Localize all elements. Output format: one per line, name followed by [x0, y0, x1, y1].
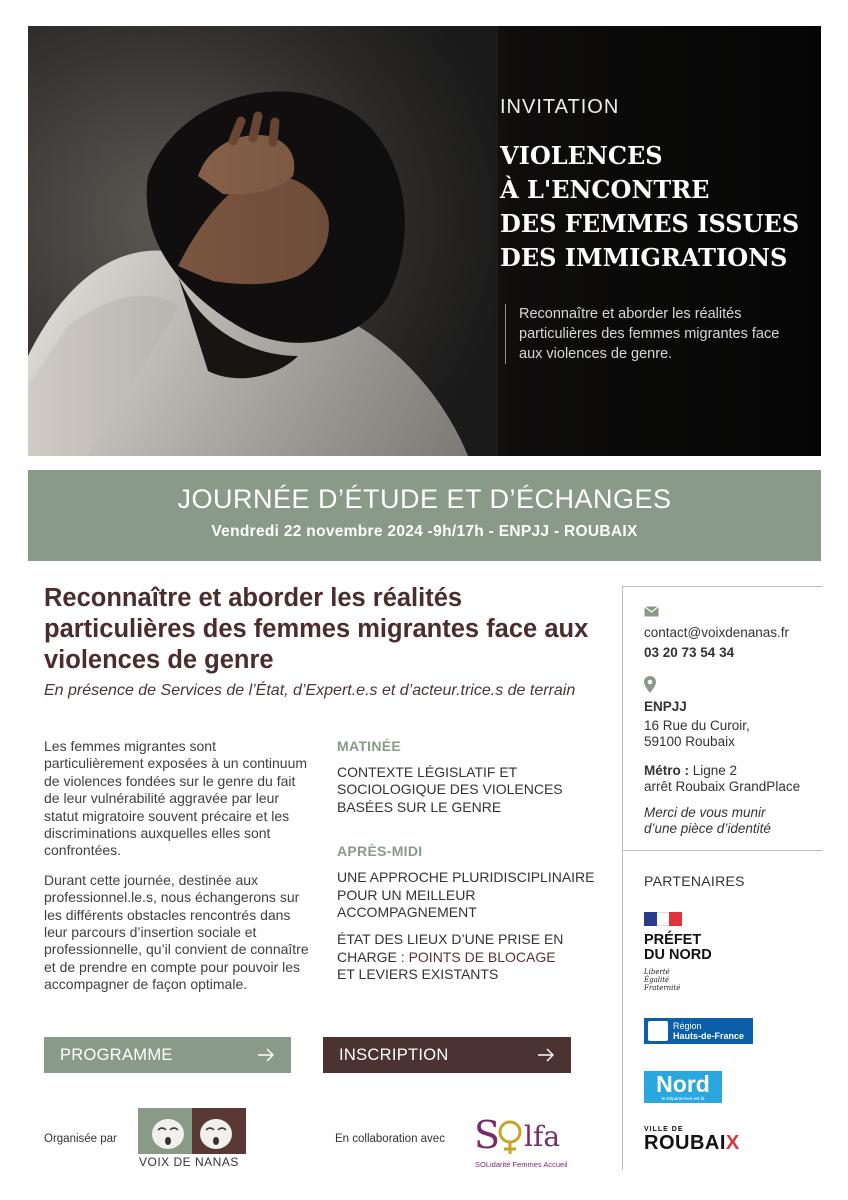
- main-subtitle: En présence de Services de l’État, d’Expert.e.s et d’acteur.trice.s de terrain: [44, 682, 576, 699]
- afternoon-item: [337, 931, 602, 983]
- id-note-line2: d’une pièce d’identité: [644, 821, 771, 836]
- region-hauts-de-france-logo: [644, 1018, 753, 1044]
- hero-title-line: DES IMMIGRATIONS: [500, 243, 788, 272]
- nord-tagline: le Département est là: [661, 1096, 705, 1101]
- morning-item: CONTEXTE LÉGISLATIF ET SOCIOLOGIQUE DES VIOLENCES BASÉES SUR LE GENRE: [337, 764, 563, 815]
- afternoon-item-text: ÉTAT DES LIEUX D’UNE PRISE EN CHARGE :: [337, 931, 564, 965]
- id-note-line1: Merci de vous munir: [644, 805, 766, 820]
- nord-department-logo: Nord: [644, 1071, 722, 1103]
- svg-text:S: S: [474, 1113, 501, 1157]
- location-pin-icon: [644, 676, 656, 693]
- region-map-icon: [648, 1021, 668, 1041]
- arrow-right-icon: [537, 1048, 555, 1062]
- metro-line: [644, 762, 737, 779]
- contact-email-link[interactable]: contact@voixdenanas.fr: [644, 625, 790, 640]
- motto-word: Fraternité: [644, 984, 681, 992]
- morning-heading: MATINÉE: [337, 738, 402, 754]
- programme-button-label: PROGRAMME: [60, 1045, 173, 1064]
- region-text: [673, 1021, 744, 1041]
- afternoon-item-text: ET LEVIERS EXISTANTS: [337, 966, 499, 983]
- metro-stop: arrêt Roubaix GrandPlace: [644, 779, 801, 794]
- hero-photo: [28, 26, 498, 456]
- hero-banner: [28, 26, 821, 456]
- intro-paragraph: Durant cette journée, destinée aux professionnel.le.s, nous échangerons sur les différents obstacles rencontrés dans leur parcours d’insertion sociale et professionnelle, qu’il convient de connaître et de prendre en compte pour pouvoir les accompagner de façon optimale.: [44, 871, 309, 993]
- event-banner: [28, 470, 821, 561]
- hero-title-line: À L'ENCONTRE: [500, 175, 710, 204]
- roubaix-prefix: VILLE DE: [644, 1126, 684, 1133]
- info-sidebar: [622, 586, 821, 1170]
- programme-button[interactable]: [44, 1037, 291, 1073]
- svg-text:lfa: lfa: [524, 1120, 561, 1153]
- afternoon-item-highlight: POINTS DE BLOCAGE: [408, 948, 556, 965]
- afternoon-heading: APRÈS-MIDI: [337, 843, 423, 860]
- sidebar-top-rule: [623, 586, 822, 587]
- collab-label: En collaboration avec: [335, 1133, 445, 1145]
- prefet-line: DU NORD: [644, 947, 712, 963]
- program-outline: [337, 738, 602, 984]
- hero-title: [500, 139, 800, 275]
- roubaix-name: [644, 1133, 740, 1153]
- region-line: Région: [673, 1021, 702, 1031]
- prefet-title: [644, 933, 754, 963]
- intro-paragraph: Les femmes migrantes sont particulièrement exposées à un continuum de violences fondées sur le genre du fait de leur vulnérabilité aggravée par leur statut migratoire souvent précaire et les discriminations auxquelles elles sont confrontées.: [44, 738, 308, 859]
- mail-icon: [644, 606, 659, 617]
- invitation-label: INVITATION: [500, 96, 620, 118]
- french-flag-icon: [644, 912, 682, 926]
- event-date-line: Vendredi 22 novembre 2024 -9h/17h - ENPJJ - ROUBAIX: [211, 523, 638, 540]
- event-type-title: JOURNÉE D’ÉTUDE ET D’ÉCHANGES: [177, 484, 672, 514]
- voix-de-nanas-logo-text: VOIX DE NANAS: [139, 1155, 239, 1169]
- contact-phone: 03 20 73 54 34: [644, 645, 735, 660]
- metro-value: Ligne 2: [689, 763, 738, 778]
- hero-subtitle: Reconnaître et aborder les réalités particulières des femmes migrantes face aux violences de genre.: [505, 304, 785, 364]
- arrow-right-icon: [257, 1048, 275, 1062]
- sidebar-divider: [623, 850, 822, 851]
- motto-word: Liberté: [644, 968, 670, 976]
- motto-word: Égalité: [644, 976, 670, 984]
- prefet-motto: [644, 968, 754, 992]
- organised-by-label: Organisée par: [44, 1133, 117, 1145]
- roubaix-x: X: [725, 1132, 740, 1154]
- solfa-logo-subtitle: SOLidarité Femmes Accueil: [475, 1160, 568, 1169]
- inscription-button[interactable]: [323, 1037, 571, 1073]
- inscription-button-label: INSCRIPTION: [339, 1045, 449, 1064]
- prefet-du-nord-logo: [644, 912, 754, 992]
- partners-heading: PARTENAIRES: [644, 873, 745, 889]
- hero-title-line: VIOLENCES: [500, 141, 663, 170]
- region-line: Hauts-de-France: [673, 1031, 745, 1041]
- hero-text-block: [500, 96, 800, 275]
- venue-address-line1: 16 Rue du Curoir,: [644, 718, 750, 733]
- venue-name: ENPJJ: [644, 699, 687, 714]
- roubaix-letters: ROUBAI: [644, 1132, 726, 1154]
- metro-label: Métro :: [644, 763, 689, 778]
- venue-address-line2: 59100 Roubaix: [644, 734, 735, 749]
- ville-de-roubaix-logo: [644, 1126, 740, 1153]
- afternoon-item: UNE APPROCHE PLURIDISCIPLINAIRE POUR UN MEILLEUR ACCOMPAGNEMENT: [337, 869, 595, 921]
- hero-title-line: DES FEMMES ISSUES: [500, 209, 800, 238]
- main-title: Reconnaître et aborder les réalités particulières des femmes migrantes face aux violences de genre: [44, 584, 589, 674]
- intro-text: [44, 738, 312, 994]
- prefet-line: PRÉFET: [644, 932, 702, 948]
